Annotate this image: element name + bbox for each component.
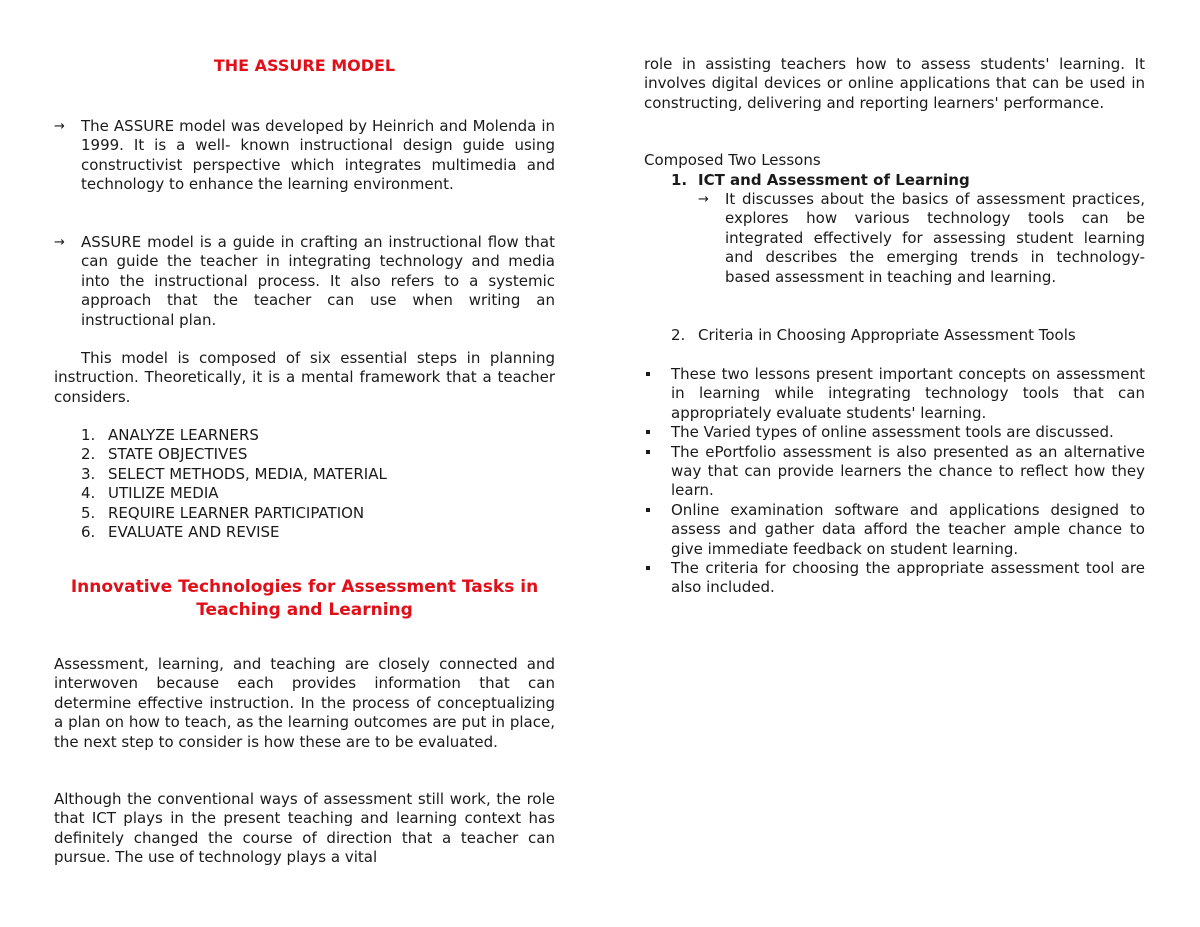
bullet-square-icon: [646, 566, 650, 570]
assure-model-title: THE ASSURE MODEL: [213, 56, 396, 75]
summary-bullets: [644, 365, 1145, 598]
model-paragraph-text: This model is composed of six essential steps in planning instruction. Theoretically, it is a mental framework that a teacher considers.: [54, 349, 555, 406]
composed-heading: Composed Two Lessons: [644, 151, 821, 169]
assure-arrow-item-2: [54, 233, 555, 330]
lesson-1-heading: 1. ICT and Assessment of Learning: [671, 171, 970, 189]
continuation-paragraph: role in assisting teachers how to assess students' learning. It involves digital devices or online applications that can be used in constructing, delivering and reporting learners' performance.: [644, 55, 1145, 112]
arrow-icon: →: [54, 119, 65, 134]
list-item: 4. UTILIZE MEDIA: [81, 484, 219, 503]
lesson-2-heading: 2. Criteria in Choosing Appropriate Assessment Tools: [671, 326, 1076, 344]
list-item: The ePortfolio assessment is also presented as an alternative way that can provide learners the chance to reflect how they learn.: [644, 443, 1145, 501]
list-item: 3. SELECT METHODS, MEDIA, MATERIAL: [81, 464, 387, 483]
list-item: Online examination software and applications designed to assess and gather data afford the teacher ample chance to give immediate feedback on student learning.: [644, 501, 1145, 559]
list-item: 2. STATE OBJECTIVES: [81, 445, 248, 464]
list-item: These two lessons present important concepts on assessment in learning while integrating technology tools that can appropriately evaluate students' learning.: [644, 365, 1145, 423]
list-item: 1. ANALYZE LEARNERS: [81, 426, 259, 444]
lesson-1-detail-text: It discusses about the basics of assessment practices, explores how various technology tools can be integrated effectively for assessing student learning and describes the emerging trends in technology-based assessment in teaching and learning.: [725, 190, 1145, 286]
list-item: The Varied types of online assessment tools are discussed.: [644, 423, 1145, 442]
assure-steps-list: [54, 426, 555, 542]
bullet-square-icon: [646, 430, 650, 434]
list-item: 5. REQUIRE LEARNER PARTICIPATION: [81, 503, 365, 522]
list-item: The criteria for choosing the appropriate assessment tool are also included.: [644, 559, 1145, 598]
conventional-paragraph: Although the conventional ways of assessment still work, the role that ICT plays in the present teaching and learning context has definitely changed the course of direction that a teacher can pursue. The use of technology plays a vital: [54, 790, 555, 867]
lesson-1-detail: [698, 190, 1145, 287]
model-paragraph: [54, 349, 555, 407]
section-title-line-2: Teaching and Learning: [196, 600, 413, 620]
assure-arrow-text-2: ASSURE model is a guide in crafting an instructional flow that can guide the teacher in integrating technology and media into the instructional process. It also refers to a systemic approach that the teacher can use when writing an instructional plan.: [81, 233, 555, 329]
bullet-square-icon: [646, 450, 650, 454]
assure-arrow-item-1: [54, 117, 555, 195]
arrow-icon: →: [698, 192, 709, 207]
bullet-square-icon: [646, 508, 650, 512]
arrow-icon: →: [54, 235, 65, 250]
list-item: 6. EVALUATE AND REVISE: [81, 523, 280, 542]
bullet-square-icon: [646, 372, 650, 376]
assessment-paragraph: Assessment, learning, and teaching are closely connected and interwoven because each provides information that can determine effective instruction. In the process of conceptualizing a plan on how to teach, as the learning outcomes are put in place, the next step to consider is how these are to be evaluated.: [54, 655, 555, 751]
section-title-line-1: Innovative Technologies for Assessment Tasks in: [70, 577, 539, 597]
section-title: [54, 576, 555, 622]
assure-arrow-text-1: The ASSURE model was developed by Heinrich and Molenda in 1999. It is a well- known instructional design guide using constructivist perspective which integrates multimedia and technology to enhance the learning environment.: [81, 117, 555, 194]
